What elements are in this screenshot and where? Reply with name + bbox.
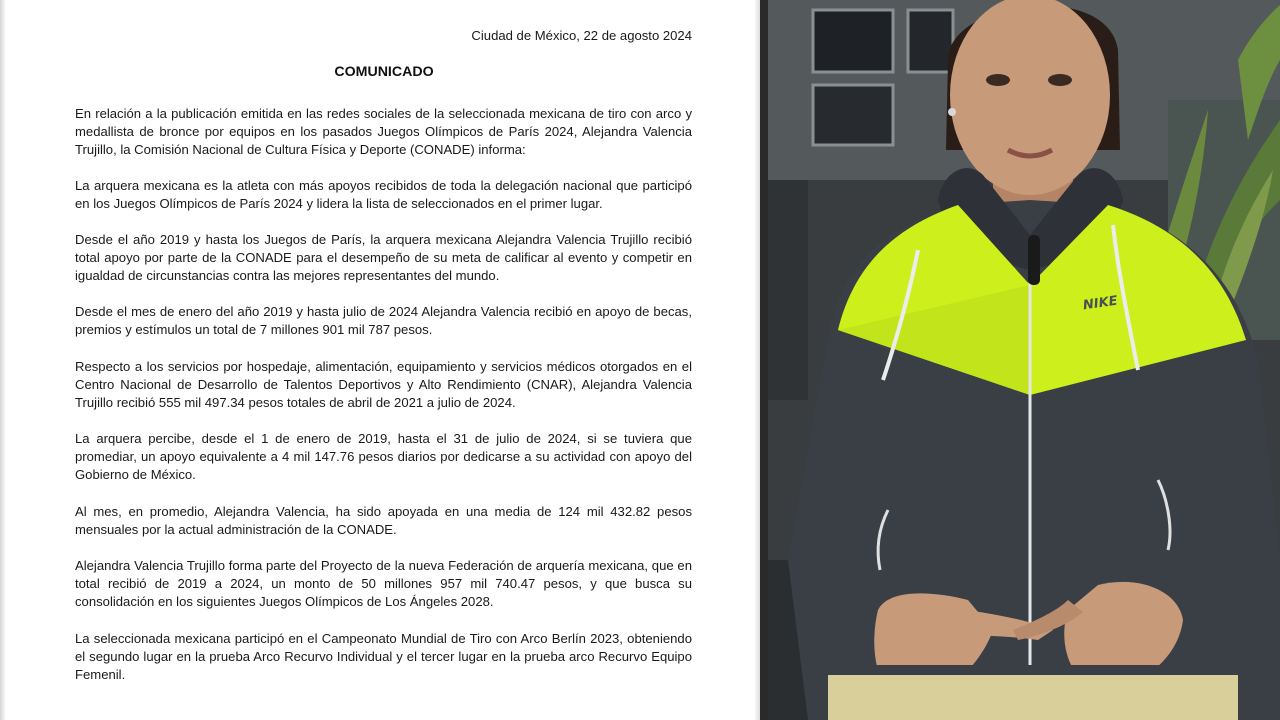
athlete-photo [768, 0, 1280, 720]
document-paragraph: Al mes, en promedio, Alejandra Valencia, ha sido apoyada en una media de 124 mil 432.82 pesos mensuales por la actual administración de la CONADE. [75, 504, 692, 537]
document-title: COMUNICADO [334, 64, 434, 80]
lapel-microphone [1028, 235, 1040, 285]
document-paragraph: Desde el mes de enero del año 2019 y hasta julio de 2024 Alejandra Valencia recibió en apoyo de becas, premios y estímulos un total de 7 millones 901 mil 787 pesos. [75, 304, 692, 337]
document-date-line: Ciudad de México, 22 de agosto 2024 [471, 28, 692, 43]
jacket-brand-logo: NIKE [1082, 293, 1119, 314]
skirt [828, 670, 1238, 720]
document-paragraph: Desde el año 2019 y hasta los Juegos de París, la arquera mexicana Alejandra Valencia Trujillo recibió total apoyo por parte de la CONADE para el desempeño de su meta de calificar al evento y competir en igualdad de circunstancias contra las mejores representantes del mundo. [75, 232, 692, 283]
athlete-video-frame [768, 0, 1280, 720]
right-eye [1048, 74, 1072, 86]
document-paragraph: En relación a la publicación emitida en las redes sociales de la seleccionada mexicana de tiro con arco y medallista de bronce por equipos en los pasados Juegos Olímpicos de París 2024, Alejandra Valencia Trujillo, la Comisión Nacional de Cultura Física y Deporte (CONADE) informa: [75, 106, 692, 157]
document-paragraph: Respecto a los servicios por hospedaje, alimentación, equipamiento y servicios médicos otorgados en el Centro Nacional de Desarrollo de Talentos Deportivos y Alto Rendimiento (CNAR), Alejandra Valencia Trujillo recibió 555 mil 497.34 pesos totales de abril de 2021 a julio de 2024. [75, 359, 692, 410]
document-paragraph: La seleccionada mexicana participó en el Campeonato Mundial de Tiro con Arco Berlín 2023, obteniendo el segundo lugar en la prueba Arco Recurvo Individual y el tercer lugar en la prueba arco Recurvo Equipo Femenil. [75, 631, 692, 682]
window-panel [908, 10, 953, 72]
wall-panel [768, 180, 808, 400]
panel-divider [760, 0, 768, 720]
left-eye [986, 74, 1010, 86]
document-paragraph: Alejandra Valencia Trujillo forma parte del Proyecto de la nueva Federación de arquería mexicana, que en total recibió de 2019 a 2024, un monto de 50 millones 957 mil 740.47 pesos, y que busca su consolidación en los siguientes Juegos Olímpicos de Los Ángeles 2028. [75, 558, 692, 609]
earring [948, 108, 956, 116]
face [950, 0, 1110, 195]
document-left-edge [0, 0, 6, 720]
window-panel [813, 85, 893, 145]
document-paragraph: La arquera mexicana es la atleta con más apoyos recibidos de toda la delegación nacional que participó en los Juegos Olímpicos de París 2024 y lidera la lista de seleccionados en el primer lugar. [75, 178, 692, 211]
document-paragraph: La arquera percibe, desde el 1 de enero de 2019, hasta el 31 de julio de 2024, si se tuviera que promediar, un apoyo equivalente a 4 mil 147.76 pesos diarios por dedicarse a su actividad con apoyo del Gobierno de México. [75, 431, 692, 482]
window-panel [813, 10, 893, 72]
jacket-hem [828, 665, 1238, 675]
